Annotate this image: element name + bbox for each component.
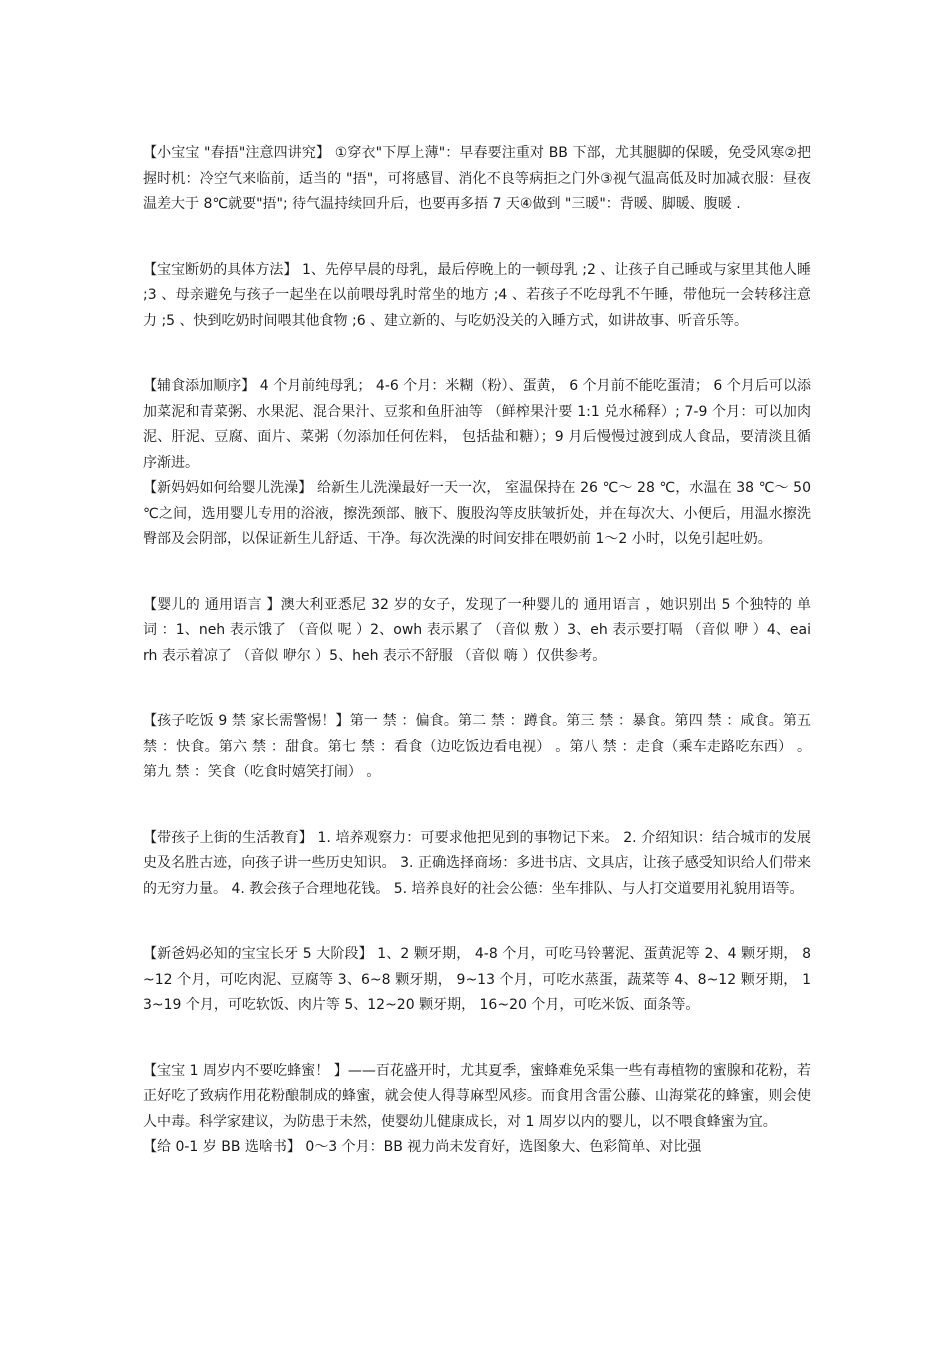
paragraph-book-selection: 【给 0-1 岁 BB 选啥书】 0～3 个月：BB 视力尚未发育好，选图象大、色彩简单、对比强 xyxy=(143,1139,702,1155)
paragraph-gap xyxy=(143,786,811,826)
paragraph-baby-language: 【婴儿的 通用语言 】澳大利亚悉尼 32 岁的女子，发现了一种婴儿的 通用语言 ，她识别出 5 个独特的 单词 ：1、neh 表示饿了 （音似 呢 ）2、owh 表示累了 （音似 敷 ）3、eh 表示要打嗝 （音似 咿 ）4、eairh 表示着凉了 （音似 咿尔 ）5、heh 表示不舒服 （音似 嗨 ）仅供参考。 xyxy=(143,596,811,664)
paragraph-weaning-methods: 【宝宝断奶的具体方法】 1、先停早晨的母乳，最后停晚上的一顿母乳 ;2 、让孩子自己睡或与家里其他人睡 ;3 、母亲避免与孩子一起坐在以前喂母乳时常坐的地方 ;4 、若孩子不吃母乳不午睡，带他玩一会转移注意力 ;5 、快到吃奶时间喂其他食物 ;6 、建立新的、与吃奶没关的入睡方式，如讲故事、听音乐等。 xyxy=(143,261,811,329)
paragraph-eating-taboos: 【孩子吃饭 9 禁 家长需警惕！】第一 禁 ：偏食。第二 禁 ：蹲食。第三 禁 ：暴食。第四 禁 ：咸食。第五 禁 ：快食。第六 禁 ：甜食。第七 禁 ：看食（边吃饭边看电视） 。第八 禁 ：走食（乘车走路吃东西） 。第九 禁 ：笑食（吃食时嬉笑打闹） 。 xyxy=(143,713,811,780)
paragraph-street-education: 【带孩子上街的生活教育】 1. 培养观察力：可要求他把见到的事物记下来。 2. 介绍知识：结合城市的发展史及名胜古迹，向孩子讲一些历史知识。 3. 正确选择商场：多进书店、文具店，让孩子感受知识给人们带来的无穷力量。 4. 教会孩子合理地花钱。 5. 培养良好的社会公德：坐车排队、与人打交道要用礼貌用语等。 xyxy=(143,829,811,897)
paragraph-gap xyxy=(143,218,811,258)
paragraph-complementary-food-order: 【辅食添加顺序】 4 个月前纯母乳； 4-6 个月：米糊（粉）、蛋黄， 6 个月前不能吃蛋清； 6 个月后可以添加菜泥和青菜粥、水果泥、混合果汁、豆浆和鱼肝油等 （鲜榨果汁要 1:1 兑水稀释）; 7-9 个月：可以加肉泥、肝泥、豆腐、面片、菜粥（勿添加任何佐料， 包括盐和糖）；9 月后慢慢过渡到成人食品，要清淡且循序渐进。 xyxy=(143,378,811,471)
document-body xyxy=(143,141,811,1161)
paragraph-gap xyxy=(143,669,811,709)
paragraph-baby-bathing: 【新妈妈如何给婴儿洗澡】 给新生儿洗澡最好一天一次， 室温保持在 26 ℃～ 28 ℃，水温在 38 ℃～ 50 ℃之间，选用婴儿专用的浴液，擦洗颈部、腋下、腹股沟等皮肤皱折处，并在每次大、小便后，用温水擦洗臀部及会阴部，以保证新生儿舒适、干净。每次洗澡的时间安排在喂奶前 1～2 小时，以免引起吐奶。 xyxy=(143,480,811,547)
paragraph-gap xyxy=(143,553,811,593)
paragraph-gap xyxy=(143,1019,811,1059)
paragraph-teething-stages: 【新爸妈必知的宝宝长牙 5 大阶段】 1、2 颗牙期， 4-8 个月，可吃马铃薯泥、蛋黄泥等 2、4 颗牙期， 8~12 个月，可吃肉泥、豆腐等 3、6~8 颗牙期， 9~13 个月，可吃水蒸蛋，蔬菜等 4、8~12 颗牙期， 13~19 个月，可吃软饭、肉片等 5、12~20 颗牙期， 16~20 个月，可吃米饭、面条等。 xyxy=(143,946,811,1013)
paragraph-gap xyxy=(143,334,811,374)
paragraph-no-honey: 【宝宝 1 周岁内不要吃蜂蜜！ 】——百花盛开时，尤其夏季，蜜蜂难免采集一些有毒植物的蜜腺和花粉，若正好吃了致病作用花粉酿制成的蜂蜜，就会使人得荨麻型风疹。而食用含雷公藤、山海棠花的蜂蜜，则会使人中毒。科学家建议，为防患于未然，使婴幼儿健康成长，对 1 周岁以内的婴儿，以不喂食蜂蜜为宜。 xyxy=(143,1062,811,1130)
paragraph-gap xyxy=(143,902,811,942)
paragraph-spring-warming: 【小宝宝 "春捂"注意四讲究】 ①穿衣"下厚上薄"：早春要注重对 BB 下部，尤其腿脚的保暖，免受风寒②把握时机：冷空气来临前，适当的 "捂"，可将感冒、消化不良等病拒之门外③视气温高低及时加减衣服：昼夜温差大于 8℃就要"捂"; 待气温持续回升后，也要再多捂 7 天④做到 "三暖"：背暖、脚暖、腹暖 . xyxy=(143,145,811,212)
